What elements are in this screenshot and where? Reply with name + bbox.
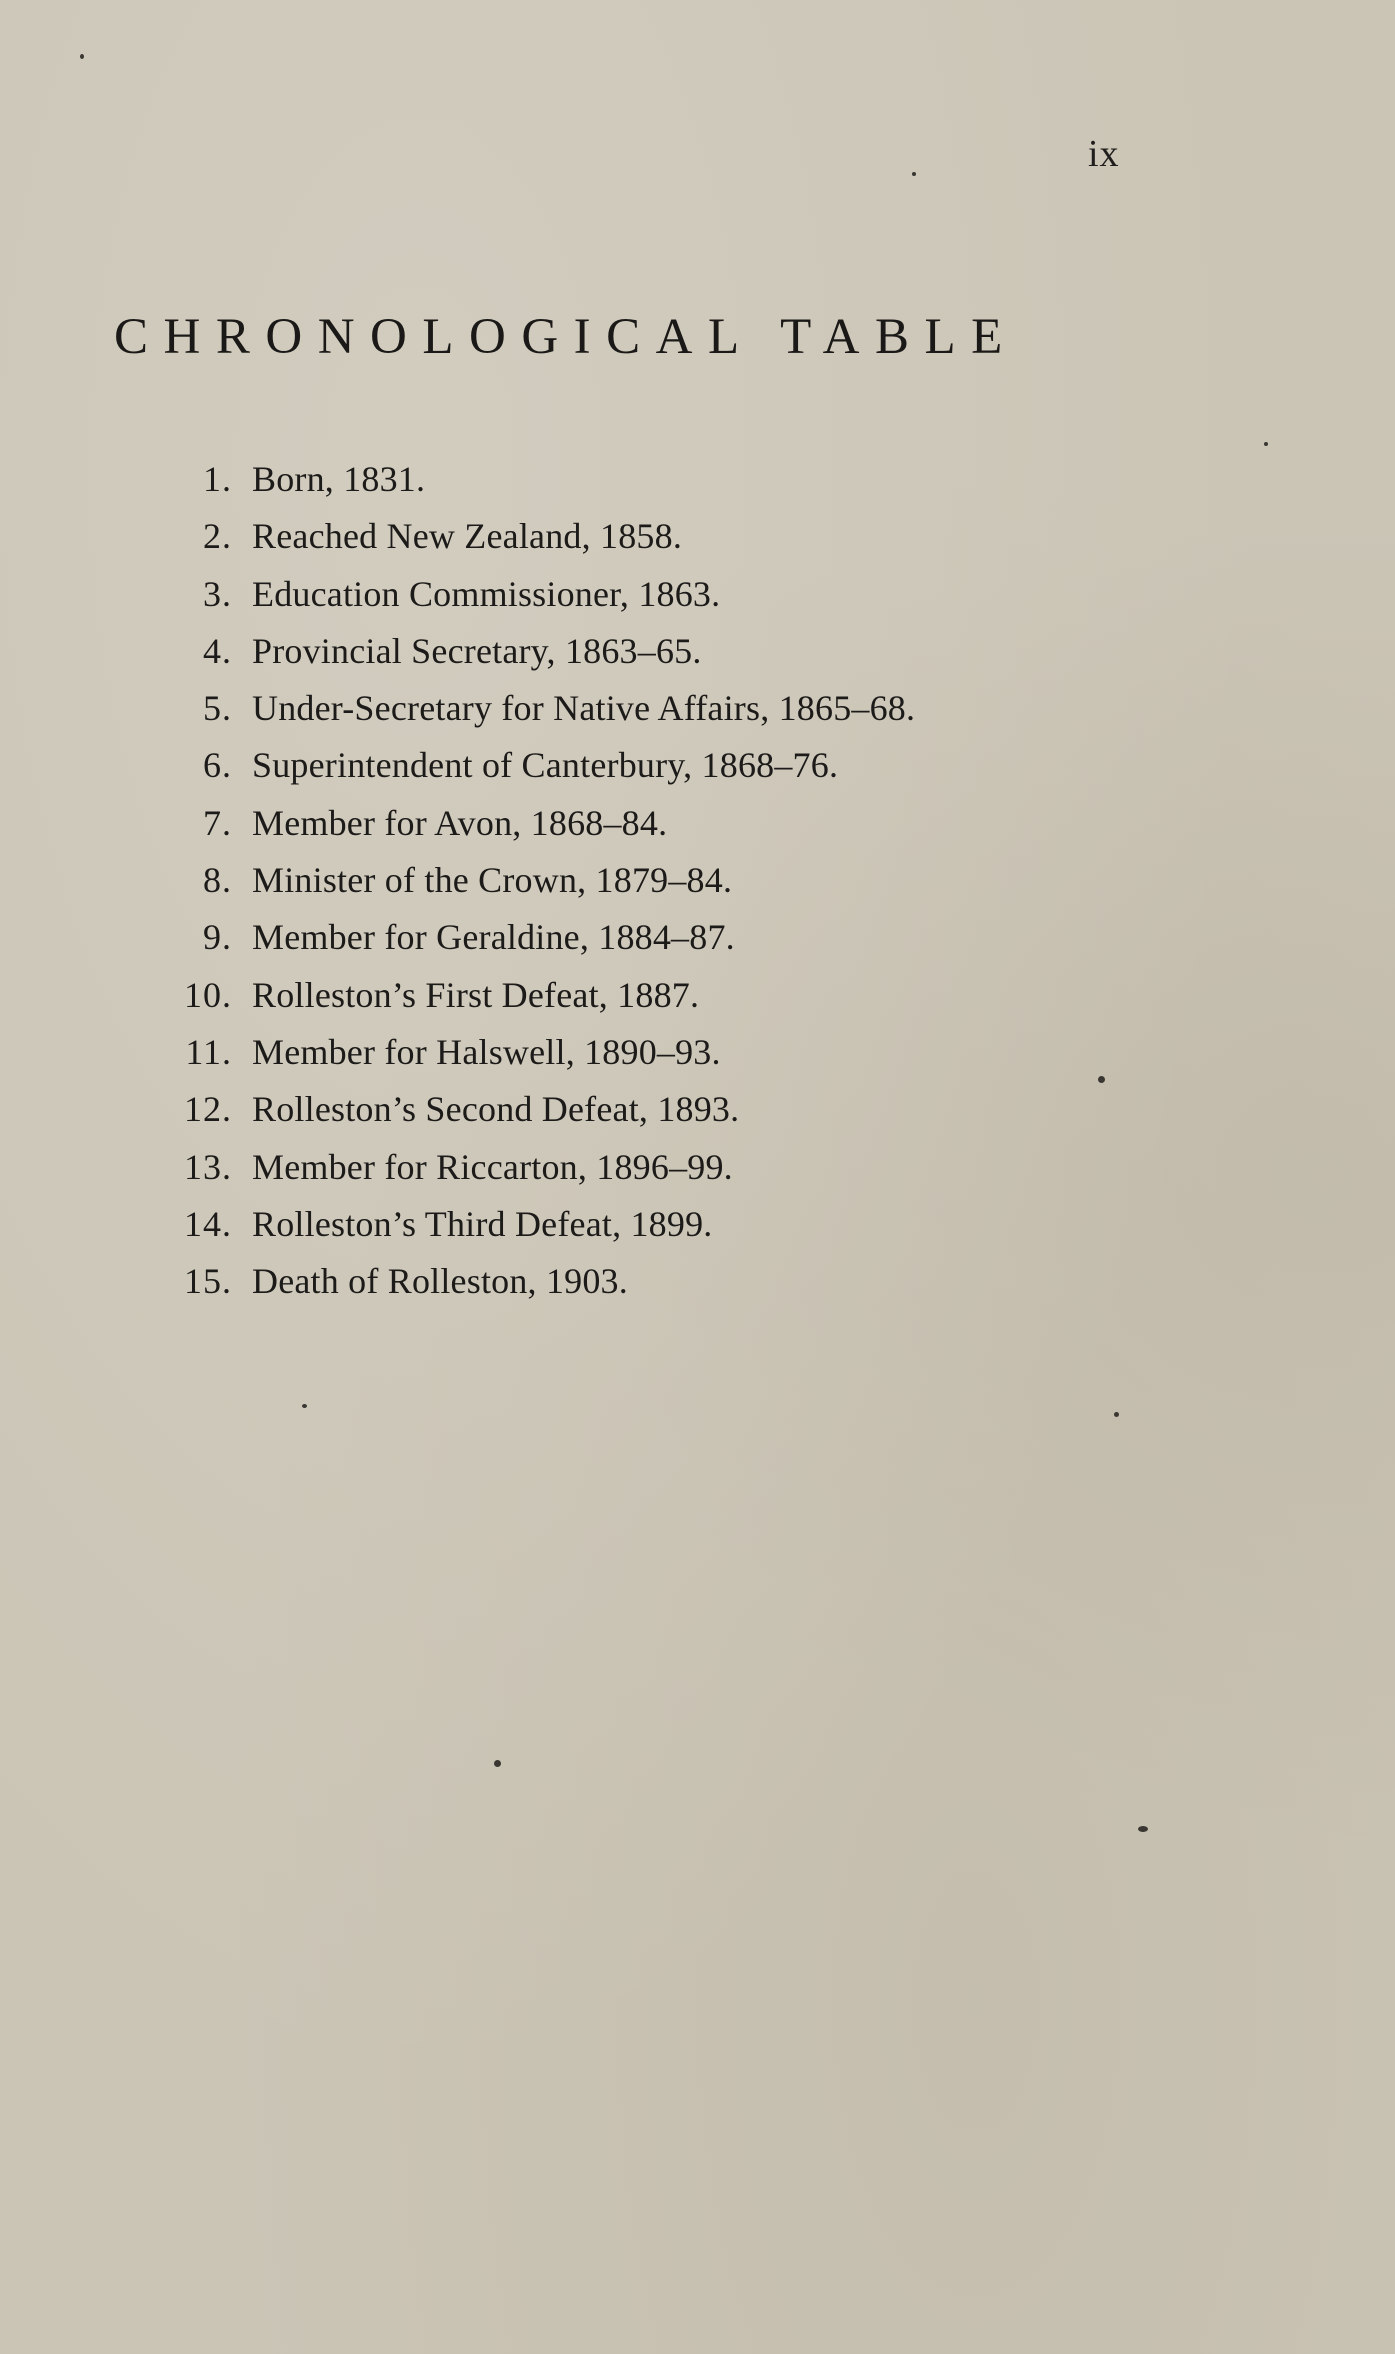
- entry-text: Minister of the Crown, 1879–84.: [252, 860, 733, 901]
- entry-text: Member for Geraldine, 1884–87.: [252, 917, 735, 958]
- chronology-list: [160, 458, 915, 1317]
- entry-text: Born, 1831.: [252, 459, 426, 499]
- entry-number: 6.: [203, 745, 232, 786]
- entry-text: Rolleston’s Second Defeat, 1893.: [252, 1089, 740, 1130]
- list-item: [160, 573, 915, 630]
- paper-speck: [1264, 442, 1268, 446]
- entry-number: 1.: [203, 459, 232, 499]
- entry-text: Education Commissioner, 1863.: [252, 573, 721, 614]
- entry-text: Member for Riccarton, 1896–99.: [252, 1146, 733, 1187]
- entry-text: Provincial Secretary, 1863–65.: [252, 630, 702, 671]
- entry-number: 15.: [184, 1261, 232, 1302]
- entry-number: 3.: [203, 573, 232, 614]
- entry-text: Member for Halswell, 1890–93.: [252, 1031, 721, 1072]
- list-item: [160, 1088, 915, 1145]
- list-item: [160, 687, 915, 744]
- entry-number: 7.: [203, 802, 232, 843]
- paper-speck: [912, 172, 916, 176]
- paper-speck: [494, 1760, 501, 1767]
- entry-text: Member for Avon, 1868–84.: [252, 802, 668, 843]
- entry-text: Rolleston’s First Defeat, 1887.: [252, 974, 700, 1015]
- entry-number: 5.: [203, 688, 232, 729]
- paper-speck: [80, 54, 84, 59]
- entry-text: Superintendent of Canterbury, 1868–76.: [252, 745, 839, 786]
- entry-number: 11.: [185, 1031, 232, 1072]
- paper-speck: [302, 1404, 307, 1408]
- list-item: [160, 1031, 915, 1088]
- page-title: CHRONOLOGICAL TABLE: [114, 309, 1018, 365]
- entry-number: 4.: [203, 630, 232, 671]
- entry-number: 14.: [184, 1203, 232, 1244]
- list-item: [160, 802, 915, 859]
- list-item: [160, 974, 915, 1031]
- list-item: [160, 1146, 915, 1203]
- entry-text: Death of Rolleston, 1903.: [252, 1261, 628, 1302]
- entry-number: 13.: [184, 1146, 232, 1187]
- list-item: [160, 458, 915, 515]
- paper-speck: [1098, 1076, 1105, 1083]
- entry-number: 2.: [203, 516, 232, 557]
- list-item: [160, 744, 915, 801]
- list-item: [160, 1203, 915, 1260]
- list-item: [160, 1260, 915, 1317]
- paper-speck: [1138, 1826, 1148, 1832]
- list-item: [160, 859, 915, 916]
- entry-text: Under-Secretary for Native Affairs, 1865–68.: [252, 688, 916, 729]
- list-item: [160, 916, 915, 973]
- entry-text: Reached New Zealand, 1858.: [252, 516, 683, 557]
- list-item: [160, 630, 915, 687]
- entry-number: 10.: [184, 974, 232, 1015]
- list-item: [160, 515, 915, 572]
- entry-number: 12.: [184, 1089, 232, 1130]
- entry-number: 8.: [203, 860, 232, 901]
- page-number: ix: [1088, 133, 1120, 175]
- paper-speck: [1114, 1412, 1119, 1417]
- entry-number: 9.: [203, 917, 232, 958]
- entry-text: Rolleston’s Third Defeat, 1899.: [252, 1203, 713, 1244]
